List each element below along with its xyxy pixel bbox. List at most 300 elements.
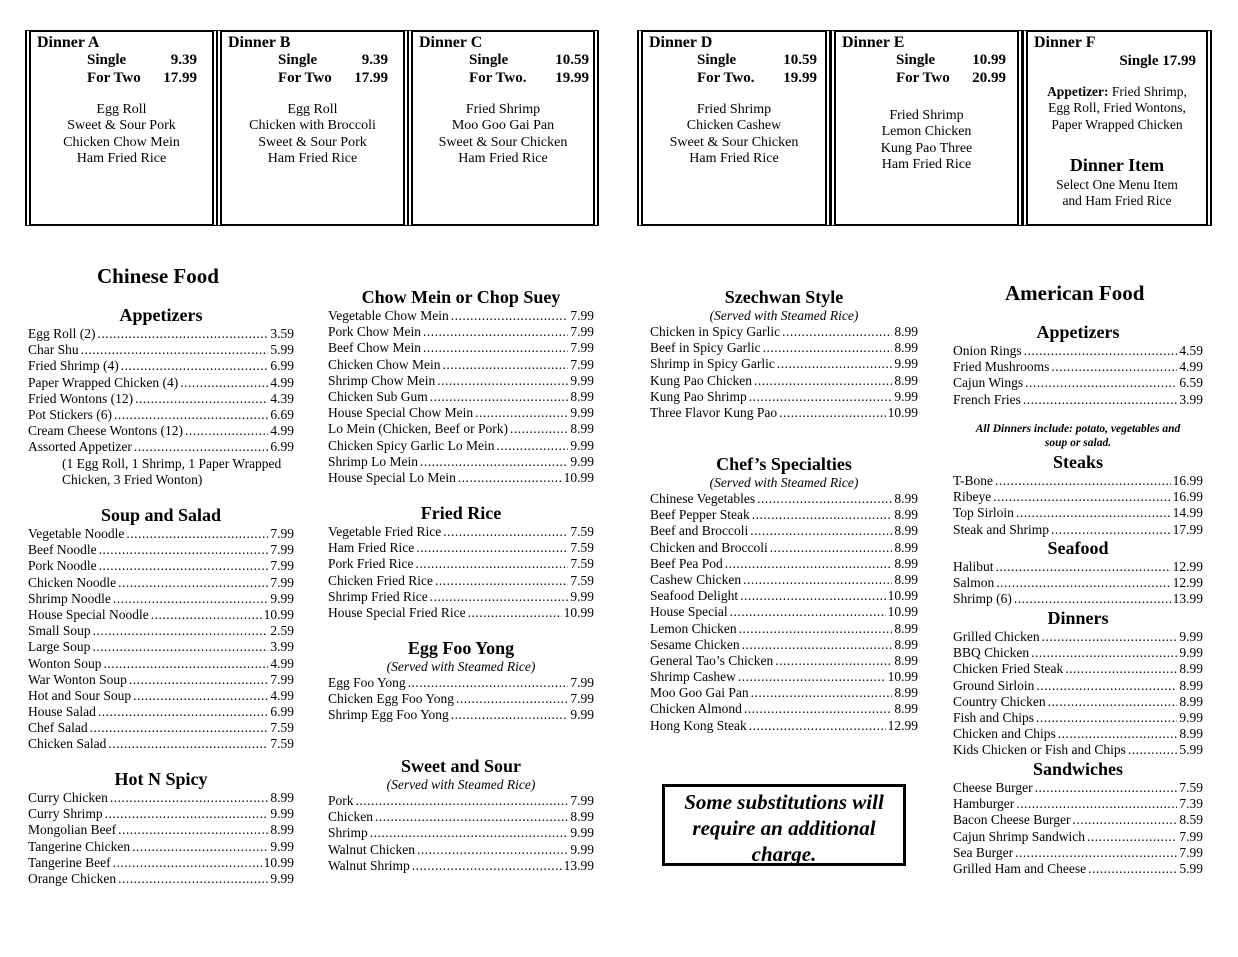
menu-item-price: 10.99	[263, 606, 294, 622]
dot-leader	[740, 588, 886, 604]
menu-item	[650, 556, 918, 572]
dot-leader	[1016, 505, 1171, 521]
single-price: 9.39	[361, 52, 388, 68]
dot-leader	[1015, 845, 1177, 861]
menu-item-price: 6.59	[1179, 375, 1203, 391]
dot-leader	[105, 806, 269, 822]
menu-item-price: 8.99	[894, 701, 918, 717]
menu-item-name: Steak and Shrimp	[953, 521, 1049, 537]
american-dinners-section	[953, 607, 1203, 759]
menu-item	[650, 523, 918, 539]
dot-leader	[996, 575, 1170, 591]
dinner-item-line: Select One Menu Item	[1056, 177, 1178, 192]
menu-item	[28, 607, 294, 623]
dot-leader	[108, 736, 268, 752]
menu-item	[28, 822, 294, 838]
menu-item-price: 10.99	[887, 404, 918, 420]
section-title: Appetizers	[119, 305, 203, 325]
assorted-note: Chicken, 3 Fried Wonton)	[62, 471, 203, 487]
menu-item-name: Paper Wrapped Chicken (4)	[28, 374, 179, 390]
menu-list	[650, 491, 918, 734]
chinese-food-title: Chinese Food	[97, 264, 219, 288]
menu-item-price: 8.59	[1179, 812, 1203, 828]
menu-item-price: 7.59	[570, 556, 594, 572]
dot-leader	[468, 605, 562, 621]
menu-item	[650, 653, 918, 669]
menu-item-price: 12.99	[1172, 559, 1203, 574]
menu-item-price: 7.59	[270, 736, 294, 752]
menu-item-price: 12.99	[887, 717, 918, 733]
menu-item-price: 8.99	[270, 790, 294, 805]
dot-leader	[437, 373, 568, 389]
menu-item-price: 14.99	[1172, 505, 1203, 521]
dot-leader	[1048, 694, 1178, 710]
appetizer-description	[1034, 84, 1200, 133]
single-label: Single	[896, 52, 936, 68]
menu-item	[953, 812, 1203, 828]
dinner-item: Sweet & Sour Chicken	[438, 134, 568, 150]
menu-list	[328, 793, 594, 874]
menu-item-name: Hot and Sour Soup	[28, 687, 132, 703]
menu-item	[328, 691, 594, 707]
dot-leader	[443, 524, 568, 540]
menu-list	[28, 790, 294, 887]
section-note: (Served with Steamed Rice)	[709, 308, 859, 323]
dot-leader	[1023, 392, 1178, 408]
menu-item-name: Egg Foo Yong	[328, 675, 406, 690]
menu-item-price: 7.99	[1179, 844, 1203, 860]
menu-item-name: House Salad	[28, 704, 96, 720]
menu-item	[650, 405, 918, 421]
dot-leader	[1087, 829, 1177, 845]
dot-leader	[423, 324, 568, 340]
dot-leader	[779, 405, 886, 421]
menu-item	[953, 710, 1203, 726]
menu-item	[953, 489, 1203, 505]
menu-item	[953, 829, 1203, 845]
dot-leader	[1035, 780, 1178, 796]
menu-item	[28, 558, 294, 574]
dot-leader	[110, 790, 269, 806]
dot-leader	[1065, 661, 1177, 677]
menu-item-price: 7.39	[1179, 796, 1203, 812]
menu-item-name: Assorted Appetizer	[28, 439, 132, 455]
menu-item-name: Curry Chicken	[28, 790, 108, 805]
menu-item-name: Country Chicken	[953, 693, 1046, 709]
hot-n-spicy-section	[28, 768, 294, 887]
menu-item	[28, 704, 294, 720]
dinner-items	[643, 102, 825, 167]
section-title: Hot N Spicy	[114, 769, 208, 789]
menu-item-price: 7.99	[570, 793, 594, 808]
menu-item	[328, 405, 594, 421]
menu-item	[328, 540, 594, 556]
all-dinners-note	[953, 422, 1203, 450]
menu-item-name: Wonton Soup	[28, 655, 102, 671]
menu-item-price: 9.99	[570, 707, 594, 723]
menu-item	[953, 629, 1203, 645]
dot-leader	[98, 326, 269, 342]
dot-leader	[738, 669, 886, 685]
menu-item	[28, 375, 294, 391]
menu-item	[953, 343, 1203, 359]
dot-leader	[114, 407, 268, 423]
menu-item-price: 2.59	[270, 623, 294, 639]
egg-foo-yong-section	[328, 637, 594, 724]
menu-item	[953, 575, 1203, 591]
dinner-name: Dinner F	[1034, 34, 1096, 51]
menu-item-price: 7.59	[570, 572, 594, 588]
menu-item-name: Pork Fried Rice	[328, 556, 414, 572]
menu-item-name: Pork	[328, 793, 354, 808]
menu-item-price: 13.99	[563, 857, 594, 873]
dot-leader	[777, 356, 893, 372]
menu-item	[650, 491, 918, 507]
menu-item-price: 9.99	[570, 453, 594, 469]
menu-item-price: 4.99	[1179, 359, 1203, 375]
menu-item-name: Walnut Shrimp	[328, 857, 410, 873]
dot-leader	[430, 389, 569, 405]
menu-list	[953, 780, 1203, 877]
dot-leader	[1128, 742, 1177, 758]
menu-list	[953, 559, 1203, 608]
menu-item-name: Curry Shrimp	[28, 806, 103, 822]
dot-leader	[133, 688, 268, 704]
dot-leader	[118, 822, 268, 838]
steaks-section	[953, 451, 1203, 538]
dinner-item: Moo Goo Gai Pan	[451, 118, 555, 134]
menu-item-name: Fried Mushrooms	[953, 359, 1050, 375]
menu-item-name: Shrimp Lo Mein	[328, 453, 418, 469]
menu-item	[328, 842, 594, 858]
menu-list	[28, 526, 294, 753]
dinner-prices	[469, 51, 589, 87]
single-price: 10.59	[783, 52, 817, 68]
section-title: Seafood	[1047, 538, 1109, 558]
section-title: Egg Foo Yong	[407, 638, 515, 658]
menu-item	[953, 861, 1203, 877]
menu-item-price: 7.99	[270, 671, 294, 687]
notice-line: charge.	[751, 842, 817, 866]
menu-item-name: Seafood Delight	[650, 588, 739, 604]
menu-item	[953, 522, 1203, 538]
dot-leader	[770, 540, 893, 556]
dinner-item-description	[1028, 177, 1206, 210]
chinese-appetizers-section	[28, 304, 294, 488]
dot-leader	[92, 639, 268, 655]
menu-item-price: 4.99	[270, 687, 294, 703]
single-label: Single	[278, 52, 318, 68]
dot-leader	[126, 526, 268, 542]
menu-item-price: 8.99	[894, 324, 918, 339]
menu-item-price: 9.99	[270, 806, 294, 822]
dot-leader	[135, 391, 268, 407]
dot-leader	[416, 556, 569, 572]
menu-item	[328, 324, 594, 340]
menu-item-name: Tangerine Chicken	[28, 838, 131, 854]
menu-item-price: 8.99	[894, 571, 918, 587]
menu-item-price: 7.59	[270, 720, 294, 736]
note-line: soup or salad.	[1044, 437, 1112, 449]
dinner-item: Ham Fried Rice	[76, 150, 167, 166]
section-note: (Served with Steamed Rice)	[386, 777, 536, 792]
menu-item-price: 10.99	[563, 469, 594, 485]
dinner-item: Ham Fried Rice	[458, 150, 548, 166]
dot-leader	[1051, 522, 1171, 538]
menu-item-price: 6.99	[270, 704, 294, 720]
menu-item	[328, 308, 594, 324]
menu-item-price: 8.99	[570, 421, 594, 437]
menu-item-name: War Wonton Soup	[28, 671, 127, 687]
menu-item	[28, 736, 294, 752]
for-two-price: 17.99	[163, 70, 197, 86]
dot-leader	[742, 637, 893, 653]
dot-leader	[743, 572, 892, 588]
menu-item	[650, 540, 918, 556]
menu-list	[328, 675, 594, 724]
dot-leader	[475, 405, 568, 421]
menu-item	[328, 858, 594, 874]
section-title: Chef’s Specialties	[716, 454, 852, 474]
menu-item-price: 8.99	[894, 539, 918, 555]
menu-item	[28, 575, 294, 591]
dot-leader	[430, 589, 569, 605]
menu-item-price: 9.99	[270, 838, 294, 854]
dinner-item: Ham Fried Rice	[267, 150, 358, 166]
dot-leader	[739, 621, 893, 637]
dot-leader	[104, 656, 269, 672]
menu-item-name: Walnut Chicken	[328, 841, 416, 857]
menu-item-name: Shrimp Fried Rice	[328, 588, 428, 604]
dot-leader	[451, 707, 569, 723]
soup-salad-section	[28, 504, 294, 753]
dot-leader	[730, 604, 886, 620]
menu-item-price: 8.99	[1179, 726, 1203, 742]
menu-item-name: T-Bone	[953, 473, 993, 488]
menu-item-name: Cajun Wings	[953, 375, 1024, 391]
dinner-d-box	[637, 30, 831, 226]
menu-item-price: 7.99	[570, 675, 594, 690]
for-two-label: For Two	[87, 70, 141, 86]
dinner-item-line: and Ham Fried Rice	[1062, 193, 1172, 209]
menu-item	[650, 685, 918, 701]
menu-item	[650, 356, 918, 372]
section-title: Appetizers	[1036, 322, 1120, 342]
menu-item-name: Vegetable Fried Rice	[328, 524, 442, 539]
dinner-name: Dinner E	[842, 34, 905, 51]
menu-item	[953, 845, 1203, 861]
dinner-f-box	[1022, 30, 1212, 226]
dot-leader	[90, 720, 269, 736]
dot-leader	[754, 373, 892, 389]
menu-item-name: Ham Fried Rice	[328, 540, 415, 556]
menu-item	[650, 588, 918, 604]
menu-item-price: 8.99	[1179, 661, 1203, 677]
dot-leader	[1036, 678, 1177, 694]
dinner-c-box	[407, 30, 599, 226]
dinner-prices	[896, 51, 1006, 87]
dot-leader	[93, 623, 269, 639]
szechwan-section	[650, 286, 918, 421]
dinner-e-box	[830, 30, 1023, 226]
section-title: Chow Mein or Chop Suey	[361, 287, 561, 307]
menu-item-name: Hamburger	[953, 796, 1015, 812]
menu-item-name: Pork Noodle	[28, 558, 97, 574]
menu-item-name: Beef Chow Mein	[328, 340, 421, 356]
menu-item-name: Fish and Chips	[953, 709, 1035, 725]
menu-item-price: 7.99	[270, 574, 294, 590]
menu-item	[28, 358, 294, 374]
menu-item	[953, 505, 1203, 521]
dinner-item: Sweet & Sour Pork	[258, 134, 367, 150]
menu-item-price: 16.99	[1172, 489, 1203, 505]
menu-item-price: 7.99	[570, 324, 594, 340]
notice-line: Some substitutions will	[684, 790, 884, 814]
menu-item-name: Beef Pepper Steak	[650, 507, 750, 523]
menu-item	[28, 855, 294, 871]
dinner-item: Fried Shrimp	[889, 108, 964, 123]
single-label: Single	[87, 52, 127, 68]
menu-item	[953, 645, 1203, 661]
dot-leader	[744, 701, 893, 717]
section-title: Soup and Salad	[100, 505, 222, 525]
menu-item	[28, 326, 294, 342]
dinner-item: Fried Shrimp	[465, 102, 541, 117]
menu-item	[28, 639, 294, 655]
menu-item-name: Egg Roll (2)	[28, 326, 96, 341]
menu-item-name: Shrimp in Spicy Garlic	[650, 356, 775, 372]
dot-leader	[1016, 796, 1177, 812]
menu-item-price: 8.99	[894, 555, 918, 571]
menu-list	[28, 326, 294, 456]
menu-item-price: 7.99	[570, 356, 594, 372]
menu-item	[28, 688, 294, 704]
menu-item-name: French Fries	[953, 391, 1021, 407]
menu-item-price: 5.99	[1179, 860, 1203, 876]
menu-item-name: Chicken and Chips	[953, 726, 1056, 742]
menu-item-price: 9.99	[894, 356, 918, 372]
menu-item	[28, 391, 294, 407]
section-note: (Served with Steamed Rice)	[709, 475, 859, 490]
menu-item	[953, 375, 1203, 391]
dot-leader	[185, 423, 268, 439]
menu-item-name: Shrimp Cashew	[650, 669, 736, 685]
menu-item-price: 10.99	[263, 854, 294, 870]
menu-item-name: Cajun Shrimp Sandwich	[953, 828, 1085, 844]
dot-leader	[1051, 359, 1177, 375]
menu-item-price: 7.99	[570, 691, 594, 707]
for-two-price: 19.99	[783, 70, 817, 86]
menu-item	[953, 796, 1203, 812]
menu-item-name: Beef in Spicy Garlic	[650, 340, 761, 356]
menu-item	[328, 438, 594, 454]
menu-list	[328, 524, 594, 621]
menu-item	[28, 806, 294, 822]
menu-item-name: Char Shu	[28, 342, 79, 358]
menu-item-name: Small Soup	[28, 623, 91, 639]
menu-item-price: 8.99	[894, 340, 918, 356]
section-title: Sandwiches	[1032, 759, 1124, 779]
menu-item-price: 10.99	[887, 669, 918, 685]
for-two-price: 20.99	[972, 70, 1006, 86]
dinner-item: Chicken Chow Mein	[63, 134, 180, 150]
dot-leader	[995, 473, 1171, 489]
menu-item	[328, 707, 594, 723]
dot-leader	[1072, 812, 1177, 828]
substitutions-notice	[662, 784, 906, 866]
dot-leader	[118, 575, 268, 591]
menu-item	[953, 780, 1203, 796]
menu-item-price: 8.99	[570, 809, 594, 825]
menu-item-name: Chef Salad	[28, 720, 88, 736]
menu-item-price: 8.99	[1179, 693, 1203, 709]
dot-leader	[752, 507, 893, 523]
menu-item-price: 6.99	[270, 439, 294, 455]
dot-leader	[993, 489, 1170, 505]
dinner-item: Chicken with Broccoli	[249, 118, 376, 134]
dot-leader	[435, 573, 568, 589]
dot-leader	[456, 691, 568, 707]
dot-leader	[782, 324, 892, 340]
menu-item-price: 3.59	[270, 326, 294, 341]
menu-item-name: Fried Wontons (12)	[28, 390, 134, 406]
menu-list	[953, 473, 1203, 538]
menu-item	[650, 373, 918, 389]
dot-leader	[375, 809, 568, 825]
section-title: Steaks	[1052, 452, 1103, 472]
menu-item-name: Grilled Chicken	[953, 629, 1040, 644]
menu-item-price: 9.99	[570, 841, 594, 857]
dot-leader	[420, 454, 568, 470]
menu-item-price: 9.99	[570, 825, 594, 841]
menu-item	[328, 809, 594, 825]
menu-list	[650, 324, 918, 421]
menu-item-price: 5.99	[270, 342, 294, 358]
menu-item	[953, 726, 1203, 742]
menu-item-price: 7.99	[270, 542, 294, 558]
single-price: 9.39	[170, 52, 197, 68]
appetizer-text: Fried Shrimp,	[1111, 84, 1187, 99]
menu-item	[328, 454, 594, 470]
dot-leader	[81, 342, 269, 358]
dot-leader	[510, 421, 568, 437]
menu-item-name: Vegetable Chow Mein	[328, 308, 449, 323]
menu-item-name: House Special Lo Mein	[328, 469, 456, 485]
menu-item	[328, 373, 594, 389]
menu-item	[953, 678, 1203, 694]
dot-leader	[417, 842, 568, 858]
menu-item-name: Chicken Egg Foo Yong	[328, 691, 455, 707]
menu-item-name: Chicken and Broccoli	[650, 539, 768, 555]
menu-item-price: 8.99	[270, 822, 294, 838]
dinner-name: Dinner D	[649, 34, 713, 51]
menu-item-price: 4.99	[270, 655, 294, 671]
dinner-prices	[697, 51, 817, 87]
menu-item-price: 7.99	[570, 340, 594, 356]
menu-item-name: Pork Chow Mein	[328, 324, 422, 340]
menu-item	[328, 470, 594, 486]
menu-item-price: 9.99	[894, 388, 918, 404]
menu-item	[28, 839, 294, 855]
menu-item	[650, 621, 918, 637]
dot-leader	[370, 825, 569, 841]
menu-item	[28, 591, 294, 607]
menu-item-price: 9.99	[570, 437, 594, 453]
menu-item-price: 8.99	[570, 388, 594, 404]
menu-item	[953, 661, 1203, 677]
menu-item-name: Lemon Chicken	[650, 620, 737, 636]
menu-item-price: 8.99	[894, 491, 918, 506]
